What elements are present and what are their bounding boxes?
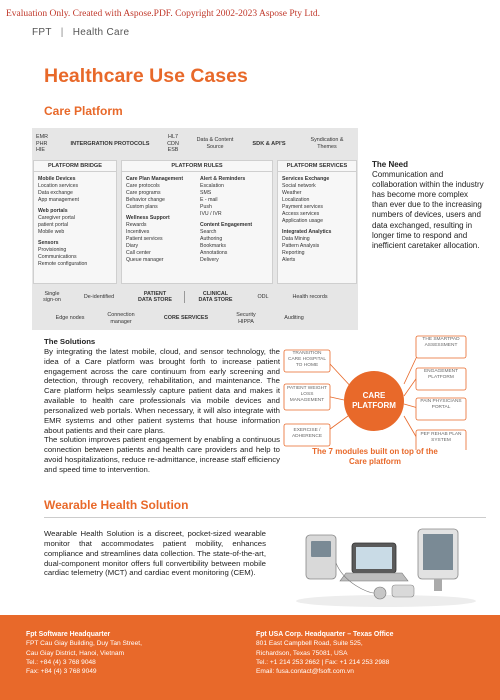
list-item: Data Mining bbox=[282, 236, 310, 242]
solutions-paragraph-1: By integrating the latest mobile, cloud, and sensor technology, the idea of a Care platform was brought forth to increase patient engagement across the care continuum from early screening and detection, through recovery, rehabilitation, and maintenance. The Care platform helps seamlessly capture patient data and makes it available to health care professionals via mobile devices and personalized web portals. When necessary, it will also integrate with EMR systems and other patient systems that house information about patients and their care plans. bbox=[44, 346, 280, 435]
solutions-paragraph-2: The solution improves patient engagement by enabling a continuous connection between patients and health care providers and help to avoid hospitalizations, reduce re-admittance, increase staff efficiency and speed time to intervention. bbox=[44, 435, 280, 474]
patient-data-store-line-2: DATA STORE bbox=[138, 297, 172, 303]
need-section bbox=[372, 160, 484, 251]
clinical-data-store-line-1: CLINICAL bbox=[202, 290, 229, 297]
list-item: Data exchange bbox=[38, 190, 73, 196]
list-item: Reporting bbox=[282, 250, 305, 256]
data-content-line-1: Data & Content bbox=[196, 137, 234, 144]
solutions-section bbox=[44, 337, 280, 475]
security-hippa bbox=[218, 312, 274, 325]
list-item: Custom plans bbox=[126, 204, 158, 210]
footer-right-line: Tel.: +1 214 253 2662 | Fax: +1 214 253 2988 bbox=[256, 658, 390, 666]
footer-right-heading: Fpt USA Corp. Headquarter – Texas Office bbox=[256, 631, 394, 638]
list-item: Alerts bbox=[282, 257, 296, 263]
footer-left-heading: Fpt Software Headquarter bbox=[26, 631, 111, 638]
list-item: patient portal bbox=[38, 222, 68, 228]
footer-headquarter bbox=[26, 630, 236, 676]
list-item: Bookmarks bbox=[200, 243, 226, 249]
connection-manager bbox=[88, 312, 154, 325]
header-separator: | bbox=[60, 27, 64, 38]
data-content-line-2: Source bbox=[206, 144, 224, 150]
platform-services-list bbox=[282, 176, 356, 264]
health-records: Health records bbox=[292, 293, 328, 300]
footer-right-line: 801 East Campbell Road, Suite 525, bbox=[256, 640, 363, 648]
footer-left-line: FPT Cau Giay Building, Duy Tan Street, bbox=[26, 640, 142, 648]
list-item: Payment services bbox=[282, 204, 323, 210]
module-pain-portal: PAIN PHYSICIANS PORTAL bbox=[420, 399, 462, 410]
footer-usa-office bbox=[256, 630, 490, 676]
list-item: Rewards bbox=[126, 222, 147, 228]
header-section: Health Care bbox=[72, 27, 130, 38]
list-item: App management bbox=[38, 197, 79, 203]
single-sign-on-line-1: Single bbox=[44, 290, 60, 297]
list-item: SMS bbox=[200, 190, 212, 196]
list-item: Annotations bbox=[200, 250, 228, 256]
module-engagement-platform: ENGAGEMENT PLATFORM bbox=[423, 369, 459, 380]
list-item: Localization bbox=[282, 197, 310, 203]
wearable-text: Wearable Health Solution is a discreet, pocket-sized wearable monitor that accommodates patient mobility, enhances compliance and streamlines data collection. The state-of-the-art, dual-component monitor offers full convertibility between mobile cardiac telemetry (MCT) and cardiac event monitoring (CEM). bbox=[44, 529, 266, 578]
sdk-apis: SDK & API'S bbox=[252, 140, 286, 147]
list-item: Incentives bbox=[126, 229, 150, 235]
list-item: Diary bbox=[126, 243, 139, 249]
need-text: Communication and collaboration within the industry has become more complex than ever due to the increasing numbers of devices, users and data exchanged, resulting in longer time to respond and inefficient caretaker allocation. bbox=[372, 170, 484, 250]
patient-data-store bbox=[126, 291, 184, 304]
evaluation-watermark: Evaluation Only. Created with Aspose.PDF. Copyright 2002-2023 Aspose Pty Ltd. bbox=[6, 9, 320, 19]
care-platform-circle-line-2: PLATFORM bbox=[352, 401, 396, 410]
diagram-data-store-row bbox=[32, 287, 358, 307]
modules-caption: The 7 modules built on top of the Care platform bbox=[312, 447, 438, 466]
footer-left-line: Fax: +84 (4) 3 768 9049 bbox=[26, 668, 97, 676]
group-heading: Content Engagement bbox=[200, 222, 253, 228]
list-item: Delivery bbox=[200, 257, 219, 263]
list-item: Call center bbox=[126, 250, 151, 256]
connection-manager-line-2: manager bbox=[110, 318, 132, 325]
core-services: CORE SERVICES bbox=[163, 315, 209, 322]
auditing: Auditing bbox=[284, 315, 304, 322]
source-emr: EMR bbox=[36, 133, 48, 140]
edge-nodes: Edge nodes bbox=[55, 315, 85, 322]
platform-services-title: PLATFORM SERVICES bbox=[278, 161, 356, 172]
group-heading: Alert & Reminders bbox=[200, 176, 246, 182]
footer-email[interactable]: Email: fusa.contact@fsoft.com.vn bbox=[256, 668, 354, 676]
standard-hl7: HL7 bbox=[168, 133, 178, 140]
group-heading: Services Exchange bbox=[282, 176, 330, 182]
group-heading: Wellness Support bbox=[126, 215, 170, 221]
clinical-data-store-line-2: DATA STORE bbox=[198, 297, 233, 303]
syndication-themes bbox=[296, 137, 358, 151]
module-smartpad: THE SMARTPAD ASSESSMENT bbox=[422, 337, 460, 348]
list-item: Search bbox=[200, 229, 217, 235]
source-hie: HIE bbox=[36, 147, 45, 154]
platform-rules-title: PLATFORM RULES bbox=[122, 161, 272, 172]
care-platform-circle bbox=[344, 371, 404, 431]
security-line-2: HIPPA bbox=[238, 318, 254, 325]
wearable-heading: Wearable Health Solution bbox=[44, 498, 189, 512]
platform-rules-right-list bbox=[200, 176, 272, 264]
care-platform-circle-line-1: CARE bbox=[362, 391, 386, 400]
image-shadow bbox=[296, 595, 476, 607]
group-heading: Mobile Devices bbox=[38, 176, 76, 182]
list-item: Mobile web bbox=[38, 229, 65, 235]
standard-esb: ESB bbox=[167, 147, 179, 154]
list-item: Access services bbox=[282, 211, 320, 217]
list-item: Location services bbox=[38, 183, 79, 189]
clinical-data-store bbox=[184, 291, 246, 304]
integration-protocols: INTERGRATION PROTOCOLS bbox=[70, 140, 150, 147]
monitor-stand-icon bbox=[434, 579, 442, 591]
list-item: Pattern Analysis bbox=[282, 243, 320, 249]
list-item: Weather bbox=[282, 190, 302, 196]
list-item: Application usage bbox=[282, 218, 323, 224]
list-item: Authoring bbox=[200, 236, 223, 242]
group-heading: Integrated Analytics bbox=[282, 229, 332, 235]
footer-left-line: Cau Giay District, Hanoi, Vietnam bbox=[26, 649, 125, 657]
de-identified: De-identified bbox=[83, 293, 115, 300]
odl: ODL bbox=[257, 293, 269, 300]
platform-bridge-list bbox=[38, 176, 116, 268]
monitor-screen-icon bbox=[311, 541, 331, 557]
list-item: Communications bbox=[38, 254, 77, 260]
platform-services-card bbox=[277, 160, 357, 284]
list-item: Patient services bbox=[126, 236, 163, 242]
list-item: Queue manager bbox=[126, 257, 164, 263]
laptop-display-icon bbox=[356, 547, 392, 569]
section-divider bbox=[44, 517, 486, 518]
diagram-integration-row bbox=[32, 128, 358, 160]
wearable-devices-image bbox=[288, 523, 484, 609]
diagram-core-services-row bbox=[32, 307, 358, 330]
single-sign-on bbox=[32, 291, 72, 304]
page-header bbox=[32, 27, 129, 38]
care-platform-heading: Care Platform bbox=[44, 104, 123, 118]
connection-manager-line-1: Connection bbox=[107, 312, 135, 319]
platform-bridge-title: PLATFORM BRIDGE bbox=[34, 161, 116, 172]
single-sign-on-line-2: sign-on bbox=[43, 297, 61, 303]
list-item: Push bbox=[200, 204, 212, 210]
page-footer bbox=[0, 615, 500, 700]
list-item: Caregiver portal bbox=[38, 215, 75, 221]
platform-rules-card bbox=[121, 160, 273, 284]
list-item: Care programs bbox=[126, 190, 161, 196]
list-item: E - mail bbox=[200, 197, 218, 203]
pocket-monitor-icon bbox=[392, 585, 414, 597]
group-heading: Web portals bbox=[38, 208, 68, 214]
platform-bridge-card bbox=[33, 160, 117, 284]
module-weight-loss: PATIENT WEIGHT LOSS MANAGEMENT bbox=[287, 386, 327, 403]
footer-right-line: Richardson, Texas 75081, USA bbox=[256, 649, 348, 657]
list-item: Care protocols bbox=[126, 183, 160, 189]
list-item: Behavior change bbox=[126, 197, 165, 203]
solutions-heading: The Solutions bbox=[44, 337, 96, 346]
laptop-base-icon bbox=[340, 573, 408, 581]
list-item: Provisioning bbox=[38, 247, 67, 253]
header-brand: FPT bbox=[32, 27, 52, 38]
data-content-source bbox=[188, 137, 242, 151]
list-item: Social network bbox=[282, 183, 316, 189]
footer-left-line: Tel.: +84 (4) 3 768 9048 bbox=[26, 658, 96, 666]
patient-data-store-line-1: PATIENT bbox=[143, 290, 167, 297]
syndication-line-1: Syndication & bbox=[310, 137, 344, 144]
desktop-screen-icon bbox=[423, 534, 453, 570]
module-transition-care: TRANSITION CARE HOSPITAL TO HOME bbox=[287, 351, 327, 368]
group-heading: Sensors bbox=[38, 240, 59, 246]
sensor-icon bbox=[374, 587, 386, 599]
platform-rules-left-list bbox=[126, 176, 198, 264]
list-item: Escalation bbox=[200, 183, 224, 189]
data-sources bbox=[32, 134, 62, 154]
need-heading: The Need bbox=[372, 160, 409, 169]
syndication-line-2: Themes bbox=[317, 144, 337, 150]
integration-standards bbox=[158, 134, 188, 154]
security-line-1: Security bbox=[236, 312, 256, 319]
list-item: Remote configuration bbox=[38, 261, 88, 267]
page-title: Healthcare Use Cases bbox=[44, 65, 248, 87]
module-exercise: EXERCISE / ADHERENCE bbox=[291, 428, 323, 439]
group-heading: Care Plan Management bbox=[126, 176, 184, 182]
module-rehab: PEF REHAB PLAN SYSTEM bbox=[420, 432, 462, 443]
source-phr: PHR bbox=[36, 140, 48, 147]
list-item: IVU / IVR bbox=[200, 211, 222, 217]
standard-cdn: CDN bbox=[167, 140, 179, 147]
